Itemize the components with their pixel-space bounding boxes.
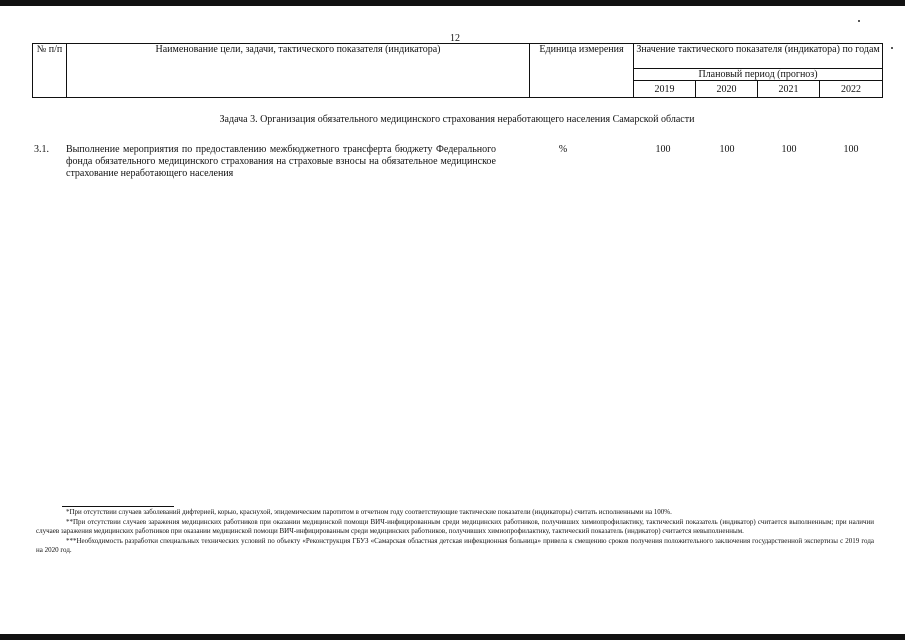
header-value-label: Значение тактического показателя (индикатора) по годам [636,44,880,55]
page-number: 12 [450,33,460,44]
header-num-label: № п/п [36,44,63,55]
indicator-header-table [32,43,883,98]
row-value-2019: 100 [655,144,671,155]
header-planned-cell [634,69,883,81]
row-indicator-name: Выполнение мероприятия по предоставлению межбюджетного трансферта бюджету Федерального фонда обязательного медицинского страхования на страховые взносы на обязательное медицинское страхование неработающего населения [66,144,496,179]
scan-speck [858,20,860,22]
row-number: 3.1. [34,144,49,155]
row-value-2021: 100 [781,144,797,155]
row-value-2020: 100 [719,144,735,155]
scan-speck [891,47,893,49]
footnote-separator [62,506,174,507]
header-name-label: Наименование цели, задачи, тактического показателя (индикатора) [155,44,441,55]
header-unit-cell [530,44,634,98]
header-unit-label: Единица измерения [539,44,624,55]
scan-top-border [0,0,905,6]
header-year-2022: 2022 [820,81,883,98]
header-value-cell [634,44,883,69]
scan-bottom-border [0,634,905,640]
header-num-cell [33,44,67,98]
footnote-3: ***Необходимость разработки специальных технических условий по объекту «Реконструкция ГБУЗ «Самарская областная детская инфекционная больница» привела к смещению сроков получения положительного заключения государственной экспертизы с 2019 года на 2020 год. [36,536,874,554]
footnote-2: **При отсутствии случаев заражения медицинских работников при оказании медицинской помощи ВИЧ-инфицированным среди медицинских работников, получивших химиопрофилактику, тактический показатель (индикатор) считается выполненным; при наличии случаев заражения медицинских работников при оказании медицинской помощи ВИЧ-инфицированным среди медицинских работников, получивших химиопрофилактику, тактический показатель (индикатор) считается невыполненным. [36,517,874,535]
header-year-2021: 2021 [758,81,820,98]
header-year-2019: 2019 [634,81,696,98]
row-unit: % [558,144,568,155]
task-heading: Задача 3. Организация обязательного медицинского страхования неработающего населения Самарской области [219,114,695,125]
footnote-1: *При отсутствии случаев заболеваний дифтерией, корью, краснухой, эпидемическим паротитом в отчетном году соответствующие тактические показатели (индикаторы) считать исполненными на 100%. [66,508,672,516]
header-name-cell [67,44,530,98]
header-planned-label: Плановый период (прогноз) [698,69,818,80]
footnotes [36,508,874,556]
row-value-2022: 100 [843,144,859,155]
header-year-2020: 2020 [696,81,758,98]
